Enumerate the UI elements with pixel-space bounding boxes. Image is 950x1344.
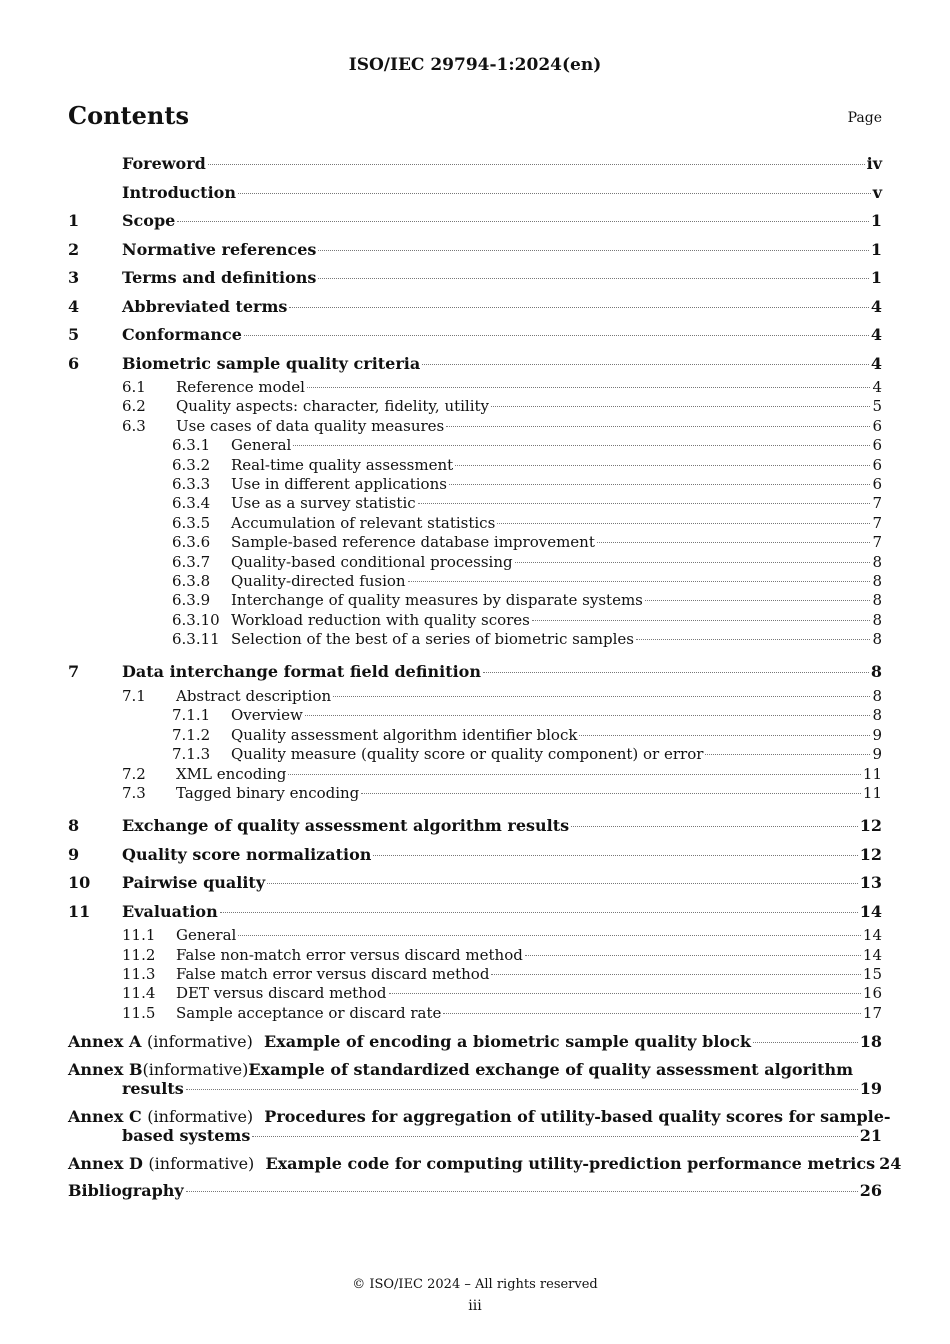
toc-entry-title: DET versus discard method xyxy=(176,984,387,1003)
dot-leader xyxy=(515,562,871,563)
toc-entry[interactable] xyxy=(68,926,882,945)
toc-entry-title: Abbreviated terms xyxy=(122,296,288,316)
toc-entry-number: 6.3.8 xyxy=(172,571,211,590)
toc-entry-title: Selection of the best of a series of biometric samples xyxy=(231,630,635,649)
toc-entry-page: 9 xyxy=(872,745,882,764)
toc-entry-title: Data interchange format field definition xyxy=(122,662,481,682)
toc-entry[interactable] xyxy=(68,475,882,494)
dot-leader xyxy=(238,193,871,194)
toc-entry[interactable] xyxy=(68,417,882,436)
annex-b-label: Annex B xyxy=(68,1059,143,1079)
toc-entry-title: Scope xyxy=(122,211,176,230)
dot-leader xyxy=(483,672,869,673)
toc-entry-title: Overview xyxy=(231,706,303,725)
dot-leader xyxy=(307,387,871,388)
toc-entry-number: 2 xyxy=(68,239,80,259)
toc-entry-title: Terms and definitions xyxy=(122,268,317,287)
toc-entry-number: 6.3.6 xyxy=(172,533,211,552)
toc-entry-number: 7 xyxy=(68,662,80,682)
toc-entry-page: 8 xyxy=(870,662,882,682)
toc-entry[interactable] xyxy=(68,378,882,397)
toc-entry-number: 6.3.7 xyxy=(172,552,211,571)
toc-entry[interactable] xyxy=(68,869,882,898)
annex-d-type: (informative) xyxy=(148,1153,255,1173)
toc-entry[interactable] xyxy=(68,745,882,764)
toc-entry-page: 1 xyxy=(870,268,882,287)
toc-entry-number: 11.2 xyxy=(122,945,156,964)
toc-entry-page: v xyxy=(872,182,882,202)
toc-entry-number: 3 xyxy=(68,268,80,287)
footer-copyright: © ISO/IEC 2024 – All rights reserved xyxy=(352,1277,598,1292)
toc-entry-number: 6.3 xyxy=(122,416,146,435)
dot-leader xyxy=(373,855,857,856)
toc-entry-page: 13 xyxy=(859,873,882,893)
toc-entry-page: 14 xyxy=(862,926,882,945)
toc-entry[interactable] xyxy=(68,533,882,552)
annex-c-type: (informative) xyxy=(147,1106,254,1126)
toc-entry-title: Quality assessment algorithm identifier block xyxy=(231,725,578,744)
toc-entry-title: Quality-directed fusion xyxy=(231,571,406,590)
dot-leader xyxy=(636,639,870,640)
bibliography-title: Bibliography xyxy=(68,1181,184,1201)
toc-entry[interactable] xyxy=(68,812,882,841)
toc-entry[interactable] xyxy=(68,946,882,965)
toc-entry[interactable] xyxy=(68,207,882,236)
toc-entry-number: 6.3.9 xyxy=(172,591,211,610)
toc-entry-title: General xyxy=(176,926,237,945)
toc-entry-page: 8 xyxy=(872,686,882,705)
toc-entry-number: 7.1.3 xyxy=(172,745,211,764)
dot-leader xyxy=(361,793,861,794)
toc-entry-number: 6.1 xyxy=(122,378,146,396)
toc-entry-page: 17 xyxy=(862,1003,882,1022)
toc-entry[interactable] xyxy=(68,706,882,725)
toc-entry-title: Exchange of quality assessment algorithm results xyxy=(122,816,570,836)
dot-leader xyxy=(571,826,858,827)
toc-entry-title: Accumulation of relevant statistics xyxy=(231,513,496,532)
dot-leader xyxy=(705,754,870,755)
toc-entry[interactable] xyxy=(68,572,882,591)
annex-b-page: 19 xyxy=(859,1079,882,1099)
annex-d-label: Annex D xyxy=(68,1153,143,1173)
toc-entry-page: 5 xyxy=(872,397,882,416)
footer-page-number: iii xyxy=(468,1298,482,1314)
toc-entry-page: 7 xyxy=(872,513,882,532)
toc-entry-title: Real-time quality assessment xyxy=(231,455,454,474)
toc-entry[interactable] xyxy=(68,456,882,475)
toc-entry-title: Quality aspects: character, fidelity, utility xyxy=(176,397,490,416)
toc-entry-number: 11.4 xyxy=(122,984,156,1003)
toc-entry-number: 11.1 xyxy=(122,926,156,945)
toc-entry-title: Sample-based reference database improvement xyxy=(231,533,595,552)
annex-c-title-line1: Procedures for aggregation of utility-based quality scores for sample- xyxy=(264,1106,891,1126)
toc-entry-number: 11.3 xyxy=(122,965,156,984)
toc-entry-number: 7.1 xyxy=(122,686,146,705)
toc-entry[interactable] xyxy=(68,765,882,784)
toc-annex-d[interactable] xyxy=(68,1153,902,1174)
toc-entry-title: Sample acceptance or discard rate xyxy=(176,1003,442,1022)
annex-a-page: 18 xyxy=(859,1032,882,1052)
annex-d-page: 24 xyxy=(879,1153,902,1173)
dot-leader xyxy=(220,912,858,913)
toc-entry-page: 4 xyxy=(870,353,882,373)
dot-leader xyxy=(186,1191,858,1192)
toc-entry-page: 8 xyxy=(872,610,882,629)
dot-leader xyxy=(244,335,869,336)
table-of-contents xyxy=(68,150,902,1201)
dot-leader xyxy=(177,221,869,222)
toc-entry-number: 6.3.1 xyxy=(172,436,211,455)
toc-entry-page: 8 xyxy=(872,591,882,610)
toc-entry-page: 15 xyxy=(862,965,882,984)
dot-leader xyxy=(318,278,868,279)
dot-leader xyxy=(289,307,868,308)
toc-entry-page: 12 xyxy=(859,844,882,864)
toc-entry[interactable] xyxy=(68,591,882,610)
dot-leader xyxy=(753,1042,858,1043)
toc-entry-number: 6.2 xyxy=(122,397,146,416)
toc-entry-number: 5 xyxy=(68,325,80,344)
toc-entry-number: 7.3 xyxy=(122,783,146,802)
toc-entry-page: 14 xyxy=(859,901,882,921)
dot-leader xyxy=(389,993,861,994)
annex-b-title-line2: results xyxy=(122,1079,184,1099)
contents-title: Contents xyxy=(68,101,189,130)
toc-entry-title: Use in different applications xyxy=(231,474,447,493)
toc-entry-page: 6 xyxy=(872,474,882,493)
dot-leader xyxy=(238,935,861,936)
toc-entry-title: XML encoding xyxy=(176,764,287,783)
toc-entry-title: Workload reduction with quality scores xyxy=(231,610,530,629)
dot-leader xyxy=(446,426,870,427)
toc-entry[interactable] xyxy=(68,293,882,322)
toc-entry-page: 6 xyxy=(872,455,882,474)
toc-entry-number: 1 xyxy=(68,211,80,230)
toc-bibliography[interactable] xyxy=(68,1181,882,1201)
toc-entry[interactable] xyxy=(68,965,882,984)
toc-entry[interactable] xyxy=(68,150,882,179)
toc-entry[interactable] xyxy=(68,1004,882,1023)
toc-entry[interactable] xyxy=(68,784,882,803)
toc-entry-page: 7 xyxy=(872,494,882,513)
toc-entry-number: 9 xyxy=(68,844,80,864)
dot-leader xyxy=(318,250,868,251)
dot-leader xyxy=(293,445,870,446)
toc-entry-page: 9 xyxy=(872,725,882,744)
document-header: ISO/IEC 29794-1:2024(en) xyxy=(348,55,602,75)
toc-entry[interactable] xyxy=(68,898,882,927)
toc-entry-title: Quality-based conditional processing xyxy=(231,552,513,571)
toc-entry-title: Use as a survey statistic xyxy=(231,494,416,513)
toc-entry-page: 6 xyxy=(872,436,882,455)
toc-entry-title: Normative references xyxy=(122,239,317,259)
toc-entry-page: 1 xyxy=(870,239,882,259)
toc-entry[interactable] xyxy=(68,350,882,379)
toc-entry[interactable] xyxy=(68,984,882,1003)
toc-entry-page: 14 xyxy=(862,945,882,964)
dot-leader xyxy=(491,974,860,975)
toc-entry[interactable] xyxy=(68,397,882,416)
toc-entry-number: 6.3.4 xyxy=(172,494,211,513)
toc-entry-number: 6 xyxy=(68,353,80,373)
toc-entry-title: Evaluation xyxy=(122,901,218,921)
annex-c-label: Annex C xyxy=(68,1106,142,1126)
toc-entry[interactable] xyxy=(68,687,882,706)
toc-entry[interactable] xyxy=(68,514,882,533)
toc-entry-page: 4 xyxy=(872,378,882,396)
toc-entry-page: 11 xyxy=(862,783,882,802)
dot-leader xyxy=(491,406,870,407)
toc-entry-number: 7.1.1 xyxy=(172,706,211,725)
dot-leader xyxy=(455,465,870,466)
annex-b-title-line1: Example of standardized exchange of quality assessment algorithm xyxy=(248,1059,854,1079)
dot-leader xyxy=(525,955,861,956)
toc-annex-a[interactable] xyxy=(68,1032,882,1052)
toc-entry[interactable] xyxy=(68,436,882,455)
toc-entry-number: 11 xyxy=(68,901,91,921)
dot-leader xyxy=(579,735,870,736)
dot-leader xyxy=(252,1136,857,1137)
annex-a-title: Example of encoding a biometric sample quality block xyxy=(263,1032,751,1052)
annex-c-title-line2: based systems xyxy=(122,1126,251,1146)
toc-entry-title: Pairwise quality xyxy=(122,873,266,893)
toc-entry-page: 6 xyxy=(872,416,882,435)
toc-entry-number: 6.3.2 xyxy=(172,455,211,474)
dot-leader xyxy=(497,523,870,524)
toc-entry-title: Use cases of data quality measures xyxy=(176,416,445,435)
toc-entry-number: 11.5 xyxy=(122,1003,156,1022)
toc-entry-title: Conformance xyxy=(122,325,242,344)
toc-entry-number: 10 xyxy=(68,873,91,893)
toc-entry-title: Quality measure (quality score or quality component) or error xyxy=(231,745,704,764)
dot-leader xyxy=(288,774,861,775)
dot-leader xyxy=(333,696,870,697)
toc-entry[interactable] xyxy=(68,726,882,745)
dot-leader xyxy=(422,364,869,365)
toc-entry-page: 4 xyxy=(870,325,882,344)
toc-entry-page: 8 xyxy=(872,630,882,649)
toc-entry[interactable] xyxy=(68,179,882,208)
toc-annex-c[interactable] xyxy=(68,1106,891,1146)
toc-entry-page: 1 xyxy=(870,211,882,230)
dot-leader xyxy=(208,164,865,165)
toc-entry-title: Abstract description xyxy=(176,686,332,705)
page-column-label: Page xyxy=(847,110,882,126)
toc-entry-title: False non-match error versus discard method xyxy=(176,945,523,964)
toc-entry[interactable] xyxy=(68,494,882,513)
toc-entry-number: 6.3.10 xyxy=(172,610,220,629)
annex-c-page: 21 xyxy=(859,1126,882,1146)
annex-d-title: Example code for computing utility-prediction performance metrics xyxy=(265,1153,876,1173)
annex-a-label: Annex A xyxy=(68,1032,142,1052)
toc-entry-title: Quality score normalization xyxy=(122,844,372,864)
toc-entry-title: General xyxy=(231,436,292,455)
toc-entry-number: 6.3.11 xyxy=(172,630,220,649)
dot-leader xyxy=(267,883,858,884)
toc-entry-number: 7.2 xyxy=(122,764,146,783)
toc-entry[interactable] xyxy=(68,658,882,687)
toc-entry-title: Introduction xyxy=(122,182,236,202)
toc-entry-title: Biometric sample quality criteria xyxy=(122,353,421,373)
toc-entry-number: 4 xyxy=(68,296,80,316)
toc-entry-page: 12 xyxy=(859,816,882,836)
toc-entry-number: 6.3.3 xyxy=(172,474,211,493)
toc-entry[interactable] xyxy=(68,553,882,572)
dot-leader xyxy=(645,600,871,601)
toc-annex-b[interactable] xyxy=(68,1060,882,1099)
dot-leader xyxy=(532,620,871,621)
toc-entry-page: 7 xyxy=(872,533,882,552)
dot-leader xyxy=(443,1013,861,1014)
toc-entry-title: False match error versus discard method xyxy=(176,965,490,984)
dot-leader xyxy=(186,1089,858,1090)
toc-entry-number: 6.3.5 xyxy=(172,513,211,532)
toc-entry-title: Interchange of quality measures by disparate systems xyxy=(231,591,643,610)
toc-entry[interactable] xyxy=(68,264,882,293)
toc-entry-page: iv xyxy=(866,154,882,173)
toc-entry-title: Foreword xyxy=(122,154,206,173)
toc-entry[interactable] xyxy=(68,321,882,350)
toc-entries xyxy=(68,150,882,1023)
dot-leader xyxy=(305,715,871,716)
dot-leader xyxy=(418,503,871,504)
toc-entry-page: 8 xyxy=(872,571,882,590)
toc-entry[interactable] xyxy=(68,630,882,649)
dot-leader xyxy=(597,542,871,543)
toc-entry-number: 8 xyxy=(68,816,80,836)
toc-entry-page: 11 xyxy=(862,764,882,783)
toc-entry-title: Reference model xyxy=(176,378,305,396)
toc-entry-title: Tagged binary encoding xyxy=(176,783,360,802)
dot-leader xyxy=(449,484,871,485)
annex-a-type: (informative) xyxy=(146,1032,253,1052)
toc-entry-page: 8 xyxy=(872,706,882,725)
toc-entry-number: 7.1.2 xyxy=(172,725,211,744)
dot-leader xyxy=(408,581,871,582)
bibliography-page: 26 xyxy=(859,1181,882,1201)
annex-b-type: (informative) xyxy=(142,1059,249,1079)
toc-entry-page: 16 xyxy=(862,984,882,1003)
toc-entry[interactable] xyxy=(68,841,882,870)
toc-entry[interactable] xyxy=(68,236,882,265)
toc-entry-page: 4 xyxy=(870,296,882,316)
toc-entry-page: 8 xyxy=(872,552,882,571)
toc-entry[interactable] xyxy=(68,611,882,630)
